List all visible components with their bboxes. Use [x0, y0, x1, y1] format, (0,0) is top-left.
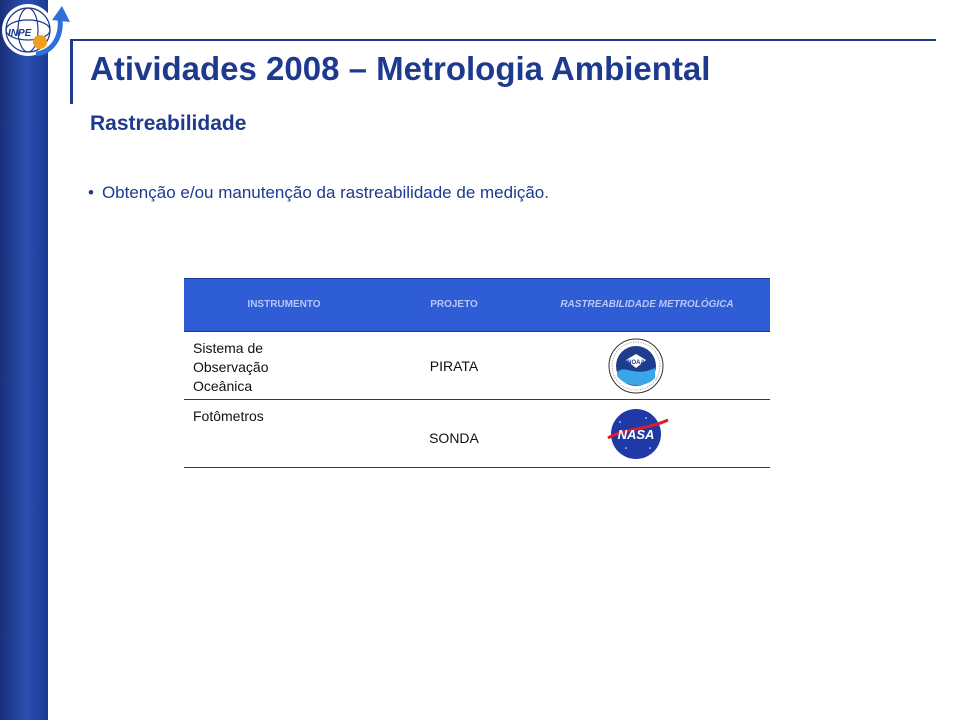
nasa-logo [606, 408, 670, 460]
header-rule-vertical [70, 40, 73, 104]
bullet-text: Obtenção e/ou manutenção da rastreabilidade de medição. [101, 183, 549, 202]
cell-instrument: Fotômetros [193, 408, 264, 424]
cell-traceability [524, 400, 770, 467]
cell-project: PIRATA [429, 357, 479, 374]
noaa-wordmark: NOAA [627, 360, 645, 366]
traceability-table [184, 278, 770, 468]
table-row [184, 331, 770, 400]
noaa-logo [606, 338, 666, 394]
header-project: PROJETO [430, 299, 478, 310]
inpe-logo [0, 0, 74, 64]
logo-text: INPE [8, 28, 32, 39]
cell-instrument: Sistema de Observação Oceânica [193, 340, 269, 394]
bullet-dot-icon: • [88, 183, 94, 202]
nasa-wordmark: NASA [617, 427, 655, 442]
table-header [184, 278, 770, 331]
sidebar-band [0, 0, 48, 720]
cell-traceability [524, 332, 770, 399]
cell-project: SONDA [429, 429, 479, 446]
header-traceability: RASTREABILIDADE METROLÓGICA [560, 299, 734, 310]
bullet-item [88, 183, 549, 203]
section-subtitle: Rastreabilidade [90, 112, 247, 135]
page-title: Atividades 2008 – Metrologia Ambiental [90, 50, 711, 87]
header-instrument: INSTRUMENTO [247, 299, 321, 310]
header-rule-horizontal [70, 39, 936, 41]
table-row [184, 400, 770, 468]
